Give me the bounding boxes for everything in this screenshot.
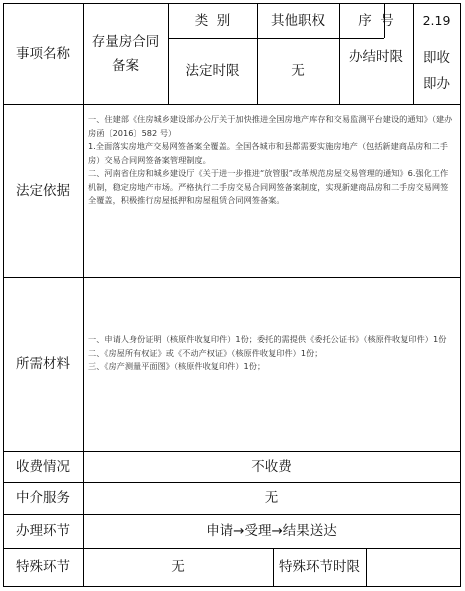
special-value: 无	[171, 559, 185, 575]
process-label: 办理环节	[16, 523, 70, 539]
legal-basis-paragraph-2: 1.全面落实房地产交易网签备案全覆盖。全国各城市和县都需要实施房地产（包括新建商品房和二手房）交易合同网签备案管理制度。	[88, 141, 448, 165]
category-label: 类 别	[194, 12, 231, 29]
special-label: 特殊环节	[16, 559, 70, 575]
legal-basis-paragraph-1: 一、住建部《住房城乡建设部办公厅关于加快推进全国房地产库存和交易监测平台建设的通知》（建办房函〔2016〕582 号）	[88, 114, 453, 138]
agency-value: 无	[264, 490, 279, 506]
item-name-value: 存量房合同 备案	[91, 33, 160, 74]
matter-table	[3, 3, 461, 587]
special-time-label: 特殊环节时限	[279, 559, 360, 575]
seq-value: 2.19	[422, 12, 451, 28]
legal-time-value: 无	[291, 63, 305, 79]
legal-basis-paragraph-3: 二、河南省住房和城乡建设厅《关于进一步推进“放管服”改革规范房屋交易管理的通知》6.强化工作机制，稳定房地产市场。严格执行二手房交易合同网签备案制度，实现新建商品房和二手房交易网签全覆盖，积极推行房屋抵押和房屋租赁合同网签备案。	[88, 168, 449, 205]
fee-label: 收费情况	[16, 458, 70, 475]
legal-basis-label: 法定依据	[16, 182, 70, 199]
item-name-label: 事项名称	[16, 45, 70, 62]
materials-label: 所需材料	[16, 356, 70, 372]
agency-label: 中介服务	[16, 490, 70, 506]
finish-time-value: 即收 即办	[423, 50, 450, 92]
category-value: 其他职权	[271, 12, 325, 29]
legal-time-label: 法定时限	[185, 63, 240, 79]
materials-item-3: 三、《房产测量平面图》（核原件收复印件）1份；	[88, 361, 266, 371]
special-time-value	[366, 548, 460, 586]
materials-content	[84, 333, 460, 443]
finish-time-label: 办结时限	[349, 49, 403, 65]
fee-value: 不收费	[251, 458, 292, 475]
process-value: 申请→受理→结果送达	[206, 523, 337, 539]
materials-item-2: 二、《房屋所有权证》或《不动产权证》（核原件收复印件）1份；	[88, 347, 323, 358]
legal-basis-content	[84, 113, 460, 273]
seq-label: 序 号	[358, 12, 394, 29]
materials-item-1: 一、申请人身份证明（核原件收复印件）1份；委托的需提供《委托公证书》（核原件收复印件）1份	[88, 334, 447, 344]
